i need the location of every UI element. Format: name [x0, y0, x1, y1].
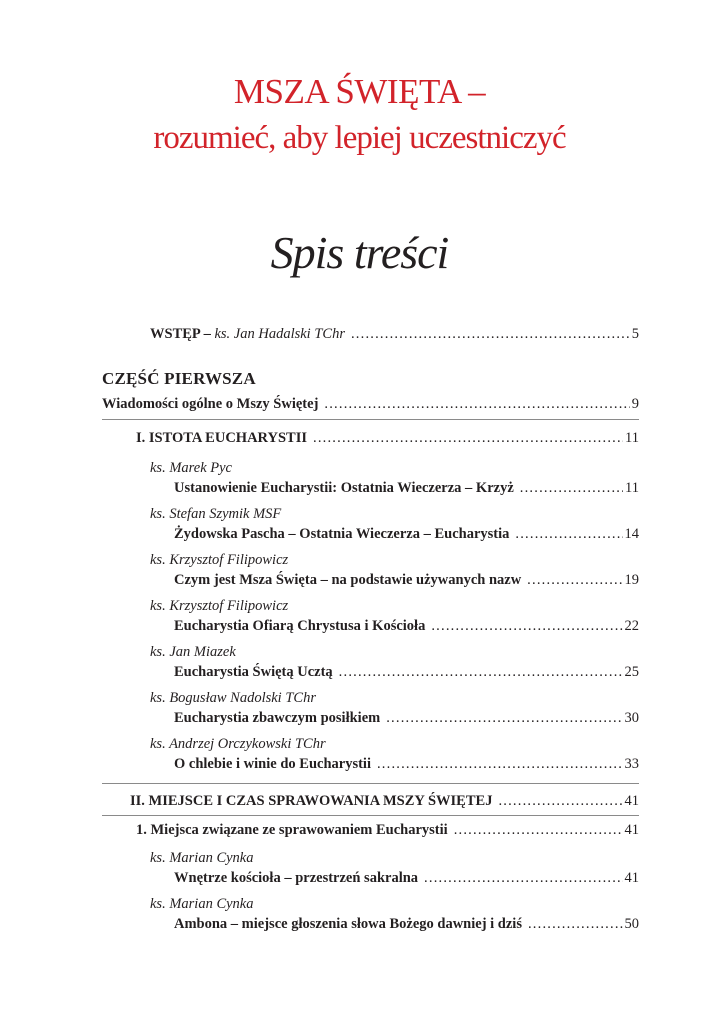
toc-page-number: 9 — [631, 396, 639, 412]
toc-page-number: 14 — [624, 526, 639, 542]
toc-page-number: 19 — [624, 572, 639, 588]
toc-page-number: 30 — [624, 710, 639, 726]
toc-page-number: 25 — [624, 664, 639, 680]
toc-page-number: 41 — [624, 793, 639, 809]
leader-dots — [386, 710, 622, 727]
entry-author: ks. Stefan Szymik MSF — [150, 506, 282, 522]
leader-dots — [515, 526, 622, 543]
toc-entry — [174, 710, 639, 727]
leader-dots — [351, 326, 630, 343]
toc-page-number: 22 — [624, 618, 639, 634]
toc-page-number: 11 — [625, 430, 639, 446]
part-heading: CZĘŚĆ PIERWSZA — [102, 369, 256, 388]
toc-entry-section-1 — [136, 430, 639, 447]
entry-author: ks. Bogusław Nadolski TChr — [150, 690, 316, 706]
toc-page-number: 33 — [624, 756, 639, 772]
leader-dots — [377, 756, 623, 773]
leader-dots — [339, 664, 623, 681]
toc-page-number: 41 — [624, 870, 639, 886]
toc-page-number: 11 — [625, 480, 639, 496]
toc-entry — [174, 756, 639, 773]
toc-entry — [174, 480, 639, 497]
toc-entry-intro — [150, 326, 639, 343]
entry-author: ks. Marian Cynka — [150, 850, 254, 866]
toc-entry-subsection-1 — [136, 822, 639, 839]
book-subtitle: rozumieć, aby lepiej uczestniczyć — [153, 120, 566, 156]
toc-entry — [174, 870, 639, 887]
toc-entry-label: Wiadomości ogólne o Mszy Świętej — [102, 396, 319, 412]
toc-entry — [174, 664, 639, 681]
leader-dots — [520, 480, 623, 497]
entry-author: ks. Marian Cynka — [150, 896, 254, 912]
toc-entry — [174, 572, 639, 589]
toc-entry — [174, 618, 639, 635]
toc-entry — [174, 526, 639, 543]
toc-entry-label: WSTĘP – ks. Jan Hadalski TChr — [150, 326, 345, 342]
toc-entry-label: Żydowska Pascha – Ostatnia Wieczerza – Eucharystia — [174, 526, 510, 542]
leader-dots — [498, 793, 622, 810]
leader-dots — [431, 618, 622, 635]
toc-heading: Spis treści — [270, 227, 449, 278]
toc-page-number: 5 — [631, 326, 639, 342]
toc-entry-label: I. ISTOTA EUCHARYSTII — [136, 430, 307, 446]
leader-dots — [324, 396, 629, 413]
toc-entry-label: Eucharystia zbawczym posiłkiem — [174, 710, 381, 726]
toc-entry-label: O chlebie i winie do Eucharystii — [174, 756, 371, 772]
toc-entry-label: II. MIEJSCE I CZAS SPRAWOWANIA MSZY ŚWIĘTEJ — [130, 793, 493, 809]
toc-entry-label: Wnętrze kościoła – przestrzeń sakralna — [174, 870, 419, 886]
leader-dots — [527, 572, 622, 589]
toc-entry-label: 1. Miejsca związane ze sprawowaniem Eucharystii — [136, 822, 448, 838]
toc-entry-part1 — [102, 396, 639, 413]
divider — [102, 419, 639, 420]
entry-author: ks. Andrzej Orczykowski TChr — [150, 736, 326, 752]
entry-author: ks. Jan Miazek — [150, 644, 236, 660]
toc-entry-label: Czym jest Msza Święta – na podstawie używanych nazw — [174, 572, 522, 588]
toc-entry-label: Ustanowienie Eucharystii: Ostatnia Wieczerza – Krzyż — [174, 480, 514, 496]
divider — [102, 783, 639, 784]
toc-page-number: 50 — [624, 916, 639, 932]
toc-entry-label: Eucharystia Ofiarą Chrystusa i Kościoła — [174, 618, 426, 634]
toc-entry — [174, 916, 639, 933]
leader-dots — [313, 430, 623, 447]
toc-entry-section-2 — [130, 793, 639, 810]
toc-entry-label: Ambona – miejsce głoszenia słowa Bożego dawniej i dziś — [174, 916, 522, 932]
divider — [102, 815, 639, 816]
entry-author: ks. Krzysztof Filipowicz — [150, 598, 289, 614]
book-title: MSZA ŚWIĘTA – — [233, 72, 486, 111]
toc-entry-label: Eucharystia Świętą Ucztą — [174, 664, 333, 680]
leader-dots — [528, 916, 623, 933]
leader-dots — [424, 870, 622, 887]
entry-author: ks. Marek Pyc — [150, 460, 232, 476]
entry-author: ks. Krzysztof Filipowicz — [150, 552, 289, 568]
toc-page-number: 41 — [624, 822, 639, 838]
leader-dots — [454, 822, 623, 839]
